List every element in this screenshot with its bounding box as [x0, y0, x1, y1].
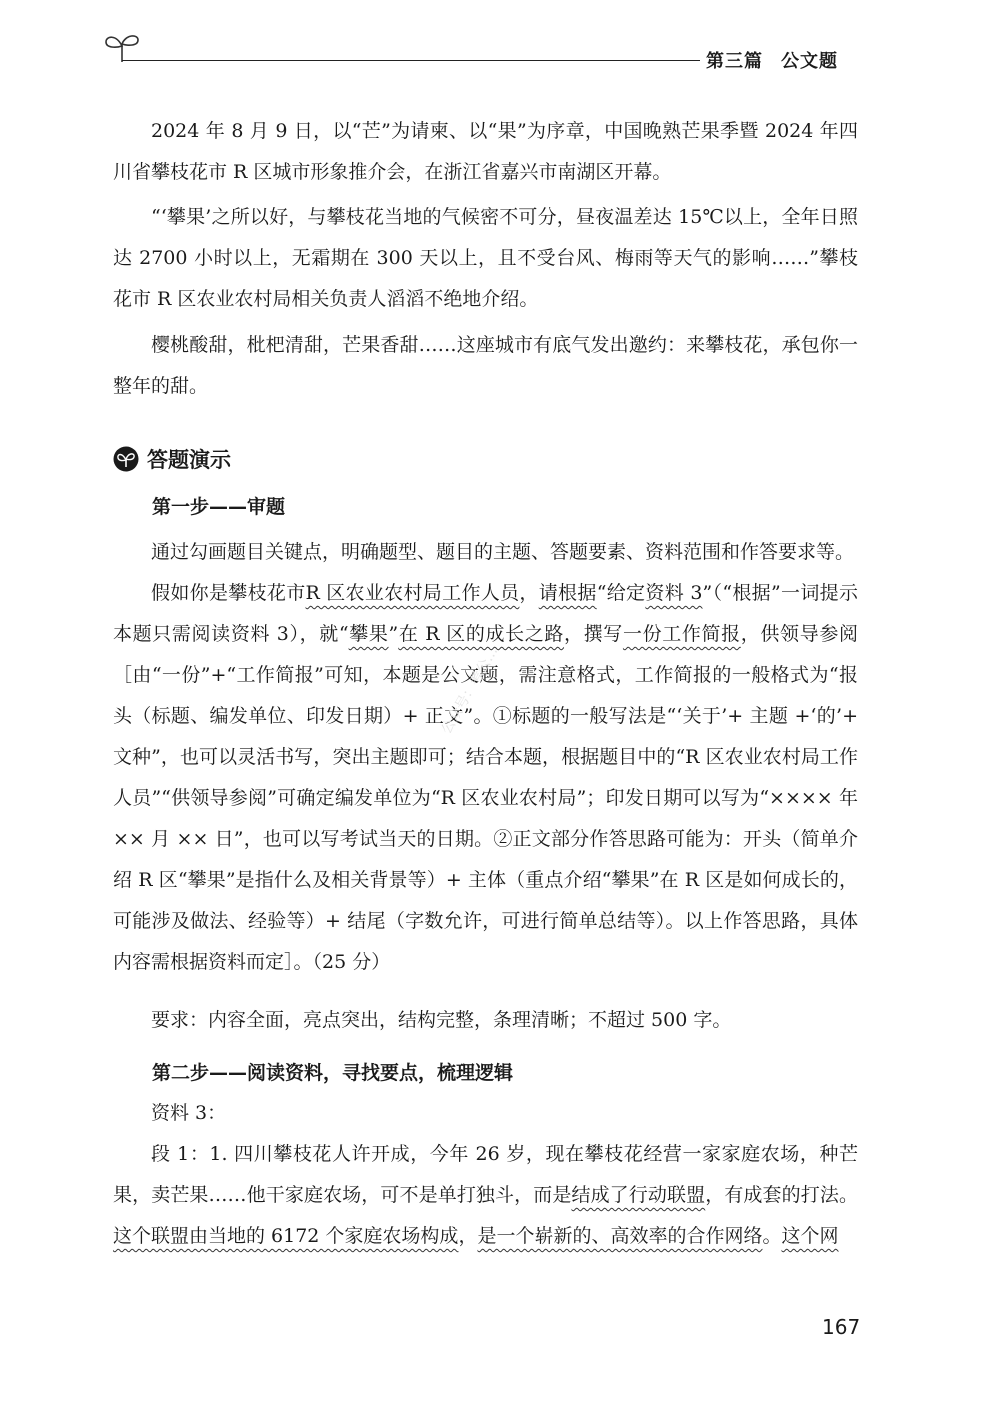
question-underline: 在 R 区的成长之路 — [398, 623, 565, 645]
material-text: 段 1：1. 四川攀枝花人许开成，今年 26 岁，现在攀枝花经营一家家庭农场，种芒果，卖芒果……他干家庭农场，可不是单打独斗，而是 — [113, 1143, 858, 1206]
page-number: 167 — [822, 1315, 861, 1339]
intro-paragraph-3: 樱桃酸甜，枇杷清甜，芒果香甜……这座城市有底气发出邀约：来攀枝花，承包你一整年的甜。 — [113, 334, 858, 397]
question-text: ”（“根据”一词提示本题只需阅读资料 3），就“ — [113, 582, 858, 645]
question-underline: R 区农业农村局工作人员 — [305, 582, 520, 604]
question-underline: 一份工作简报 — [622, 623, 741, 645]
material-underline: 这个网 — [781, 1225, 839, 1247]
material-text: ， — [458, 1225, 478, 1247]
question-text: ， — [519, 582, 539, 604]
material-underline: 结成了行动联盟 — [571, 1184, 706, 1206]
material-label: 资料 3： — [151, 1102, 227, 1124]
material-underline: 是一个崭新的、高效率的合作网络 — [477, 1225, 763, 1247]
watermark: 公众号：考公… — [438, 644, 502, 737]
intro-paragraph-1: 2024 年 8 月 9 日，以“芒”为请柬、以“果”为序章，中国晚熟芒果季暨 2024 年四川省攀枝花市 R 区城市形象推介会，在浙江省嘉兴市南湖区开幕。 — [113, 120, 858, 183]
step-1-title: 第一步——审题 — [152, 496, 286, 518]
header-title: 公文题 — [781, 51, 838, 72]
requirements: 要求：内容全面，亮点突出，结构完整，条理清晰；不超过 500 字。 — [151, 1009, 732, 1031]
material-underline: 这个联盟由当地的 6172 个家庭农场构成 — [113, 1225, 459, 1247]
question-paragraph — [113, 573, 858, 983]
step-2-title: 第二步——阅读资料，寻找要点，梳理逻辑 — [152, 1062, 514, 1084]
material-text: 。 — [762, 1225, 782, 1247]
question-text: 假如你是攀枝花市 — [151, 582, 306, 604]
section-heading — [113, 444, 231, 474]
intro-paragraph-2: “‘攀果’之所以好，与攀枝花当地的气候密不可分，昼夜温差达 15℃以上，全年日照达 2700 小时以上，无霜期在 300 天以上，且不受台风、梅雨等天气的影响……”攀枝花市 R 区农业农村局相关负责人滔滔不绝地介绍。 — [113, 206, 858, 310]
material-paragraph — [113, 1134, 858, 1257]
section-title: 答题演示 — [147, 448, 231, 472]
question-text: ，撰写 — [564, 623, 623, 645]
question-text: “给定 — [596, 582, 646, 604]
step-1-intro: 通过勾画题目关键点，明确题型、题目的主题、答题要素、资料范围和作答要求等。 — [151, 541, 855, 563]
running-header — [706, 47, 838, 73]
question-text: ” — [388, 623, 399, 645]
question-underline: 请根据 — [538, 582, 597, 604]
question-underline: 资料 3 — [645, 582, 703, 604]
header-part: 第三篇 — [706, 51, 763, 72]
question-text: ，供领导参阅［由“一份”+“工作简报”可知，本题是公文题，需注意格式，工作简报的一般格式为“报头（标题、编发单位、印发日期）+ 正文”。①标题的一般写法是“‘关于’+ 主题 +‘的’+ 文种”，也可以灵活书写，突出主题即可；结合本题，根据题目中的“R 区农业农村局工作人员”“供领导参阅”可确定编发单位为“R 区农业农村局”；印发日期可以写为“×××× 年 ×× 月 ×× 日”，也可以写考试当天的日期。②正文部分作答思路可能为：开头（简单介绍 R 区“攀果”是指什么及相关背景等）+ 主体（重点介绍“攀果”在 R 区是如何成长的，可能涉及做法、经验等）+ 结尾（字数允许，可进行简单总结等）。以上作答思路，具体内容需根据资料而定］。（25 分） — [113, 623, 858, 973]
question-underline: 攀果 — [348, 623, 389, 645]
sprout-logo-icon — [104, 30, 140, 64]
header-rule — [122, 60, 700, 61]
material-text: ，有成套的打法。 — [705, 1184, 858, 1206]
sprout-badge-icon — [113, 446, 139, 472]
